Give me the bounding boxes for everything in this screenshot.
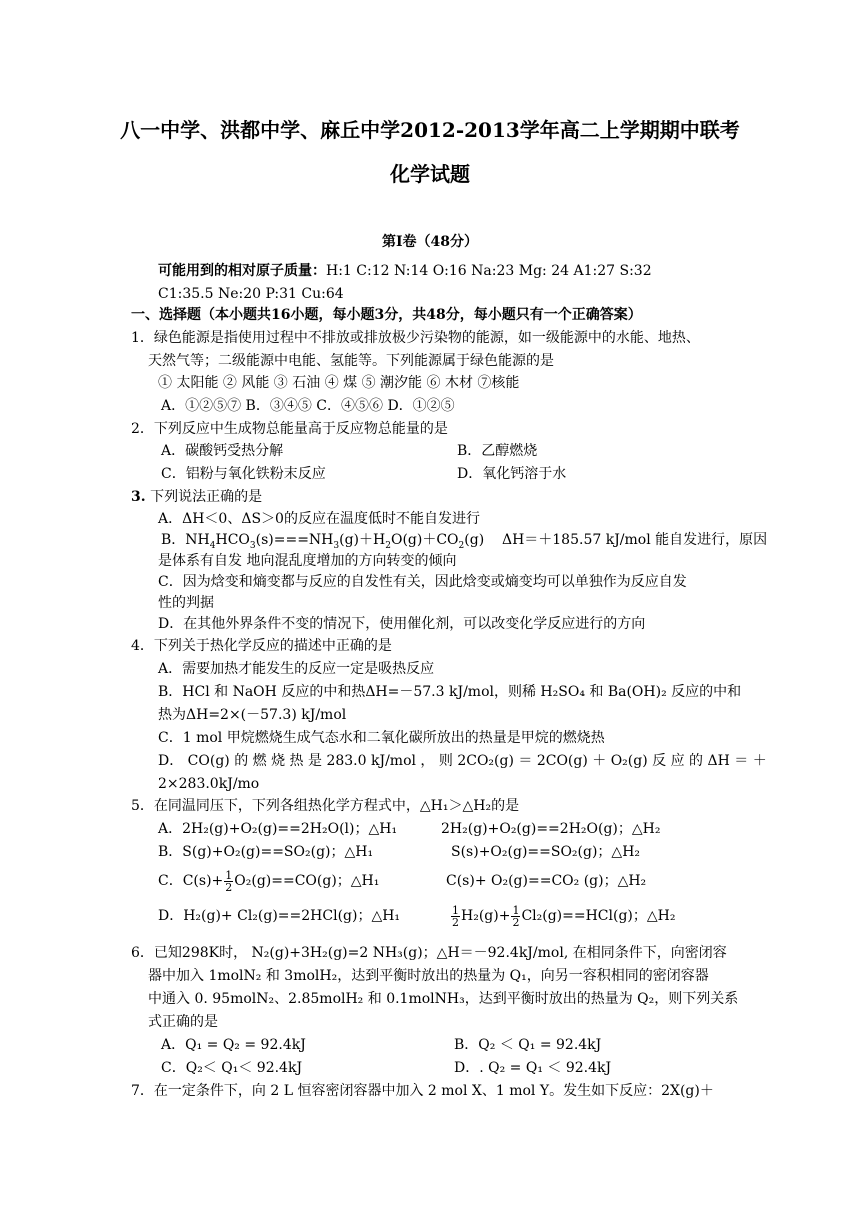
q6-option-c: C．Q₂＜ Q₁＜ 92.4kJ: [161, 1060, 303, 1076]
atomic-mass-line1: [158, 262, 652, 280]
exam-subtitle: 化学试题: [390, 162, 470, 186]
q3-option-b-line1: B．$NH_4HCO_3(s)===NH_3(g)+H_2O(g)+CO_2(g)$ ΔH＝＋185.57 kJ/mol 能自发进行，原因: [161, 532, 768, 551]
q5-fraction-half: [224, 870, 233, 893]
q1-stem-line1: 1．绿色能源是指使用过程中不排放或排放极少污染物的能源，如一级能源中的水能、地热、: [131, 330, 700, 346]
exam-title: 八一中学、洪都中学、麻丘中学2012-2013学年高二上学期期中联考: [120, 118, 740, 142]
q1-items: ① 太阳能 ② 风能 ③ 石油 ④ 煤 ⑤ 潮汐能 ⑥ 木材 ⑦核能: [158, 375, 520, 391]
q1-stem-line2: 天然气等；二级能源中电能、氢能等。下列能源属于绿色能源的是: [148, 353, 554, 369]
q6-stem-line2: 器中加入 1molN₂ 和 3molH₂，达到平衡时放出的热量为 Q₁，向另一容积相同的密闭容器: [148, 968, 709, 984]
q3-option-b-prefix: B．NH: [161, 532, 210, 548]
q3-stem-line: [131, 488, 262, 506]
q5-option-a-left: A．2H₂(g)+O₂(g)==2H₂O(l)；△H₁: [158, 821, 398, 837]
q5-option-c-post: O₂(g)==CO(g)；△H₁: [234, 873, 380, 889]
fraction-denominator: 2: [452, 915, 459, 929]
q3-option-c-line2: 性的判据: [158, 595, 214, 611]
q4-option-c: C．1 mol 甲烷燃烧生成气态水和二氧化碳所放出的热量是甲烷的燃烧热: [158, 730, 605, 746]
q5-option-c-left: [158, 864, 379, 898]
q5-option-b-right: S(s)+O₂(g)==SO₂(g)；△H₂: [451, 844, 641, 860]
fraction-denominator: 2: [512, 915, 520, 929]
q5-option-d-right: [450, 899, 675, 933]
q5-option-d-left: D．H₂(g)+ Cl₂(g)==2HCl(g)；△H₁: [158, 908, 401, 924]
q4-option-d-line1: D． CO(g) 的 燃 烧 热 是 283.0 kJ/mol ， 则 2CO₂(g) ＝ 2CO(g) ＋ O₂(g) 反 应 的 ΔH ＝ ＋: [158, 753, 767, 769]
q3-option-c-line1: C．因为焓变和熵变都与反应的自发性有关，因此焓变或熵变均可以单独作为反应自发: [158, 574, 687, 590]
q4-option-d-line2: 2×283.0kJ/mo: [158, 776, 260, 792]
q5-option-c-prefix: C．C(s)+: [158, 873, 224, 889]
q2-option-a: A．碳酸钙受热分解: [161, 443, 284, 459]
q2-option-b: B．乙醇燃烧: [457, 443, 538, 459]
q4-option-b-line2: 热为ΔH=2×(－57.3) kJ/mol: [158, 707, 347, 723]
q3-number: 3.: [131, 489, 146, 505]
fraction-numerator: 1: [512, 903, 520, 917]
q5-option-c-right: C(s)+ O₂(g)==CO₂ (g)；△H₂: [446, 873, 647, 889]
q3-stem: 下列说法正确的是: [145, 489, 263, 505]
q3-option-a: A．ΔH＜0、ΔS＞0的反应在温度低时不能自发进行: [158, 511, 480, 527]
q6-option-b: B．Q₂ ＜ Q₁ = 92.4kJ: [454, 1037, 602, 1053]
atomic-mass-label: 可能用到的相对原子质量：: [158, 263, 326, 279]
q6-stem-line1: 6．已知298K时， N₂(g)+3H₂(g)=2 NH₃(g)；△H＝－92.4kJ/mol, 在相同条件下，向密闭容: [131, 945, 727, 961]
q6-option-a: A．Q₁ = Q₂ = 92.4kJ: [161, 1037, 306, 1053]
part-heading: 一、选择题（本小题共16小题，每小题3分，共48分，每小题只有一个正确答案）: [131, 307, 642, 323]
q6-stem-line4: 式正确的是: [148, 1014, 218, 1030]
q3-option-b-rest: ΔH＝＋185.57 kJ/mol 能自发进行，原因: [501, 532, 768, 548]
fraction-denominator: 2: [225, 880, 233, 894]
q3-option-b-line2: 是体系有自发 地向混乱度增加的方向转变的倾向: [158, 553, 457, 569]
q4-option-a: A．需要加热才能发生的反应一定是吸热反应: [158, 661, 435, 677]
q2-option-c: C．铝粉与氧化铁粉末反应: [161, 466, 326, 482]
atomic-mass-line2: C1:35.5 Ne:20 P:31 Cu:64: [158, 286, 344, 302]
atomic-mass-values1: H:1 C:12 N:14 O:16 Na:23 Mg: 24 A1:27 S:32: [326, 263, 652, 279]
fraction-numerator: 1: [452, 903, 459, 917]
q1-options: A．①②⑤⑦ B．③④⑤ C．④⑤⑥ D．①②⑤: [161, 398, 455, 414]
q5-option-a-right: 2H₂(g)+O₂(g)==2H₂O(g)；△H₂: [441, 821, 661, 837]
q5-option-d-post: Cl₂(g)==HCl(g)；△H₂: [521, 908, 676, 924]
q5-stem: 5．在同温同压下，下列各组热化学方程式中，△H₁＞△H₂的是: [131, 798, 520, 814]
section-label: 第Ⅰ卷（48分）: [381, 234, 479, 250]
q5-fraction-half: [511, 905, 520, 928]
q6-option-d: D．. Q₂ = Q₁ ＜ 92.4kJ: [454, 1060, 612, 1076]
q7-stem-line1: 7．在一定条件下，向 2 L 恒容密闭容器中加入 2 mol X、1 mol Y。发生如下反应：2X(g)＋: [131, 1083, 714, 1099]
q3-option-d: D．在其他外界条件不变的情况下，使用催化剂，可以改变化学反应进行的方向: [158, 616, 646, 632]
q4-stem: 4．下列关于热化学反应的描述中正确的是: [131, 638, 392, 654]
q4-option-b-line1: B．HCl 和 NaOH 反应的中和热ΔH=－57.3 kJ/mol，则稀 H₂SO₄ 和 Ba(OH)₂ 反应的中和: [158, 684, 742, 700]
q5-option-d-mid: H₂(g)+: [461, 908, 511, 924]
q5-fraction-half: [451, 905, 460, 928]
q6-stem-line3: 中通入 0. 95molN₂、2.85molH₂ 和 0.1molNH₃，达到平衡时放出的热量为 Q₂，则下列关系: [148, 991, 739, 1007]
q2-stem: 2．下列反应中生成物总能量高于反应物总能量的是: [131, 421, 448, 437]
q2-option-d: D．氧化钙溶于水: [457, 466, 567, 482]
q5-option-b-left: B．S(g)+O₂(g)==SO₂(g)；△H₁: [158, 844, 374, 860]
fraction-numerator: 1: [225, 868, 233, 882]
